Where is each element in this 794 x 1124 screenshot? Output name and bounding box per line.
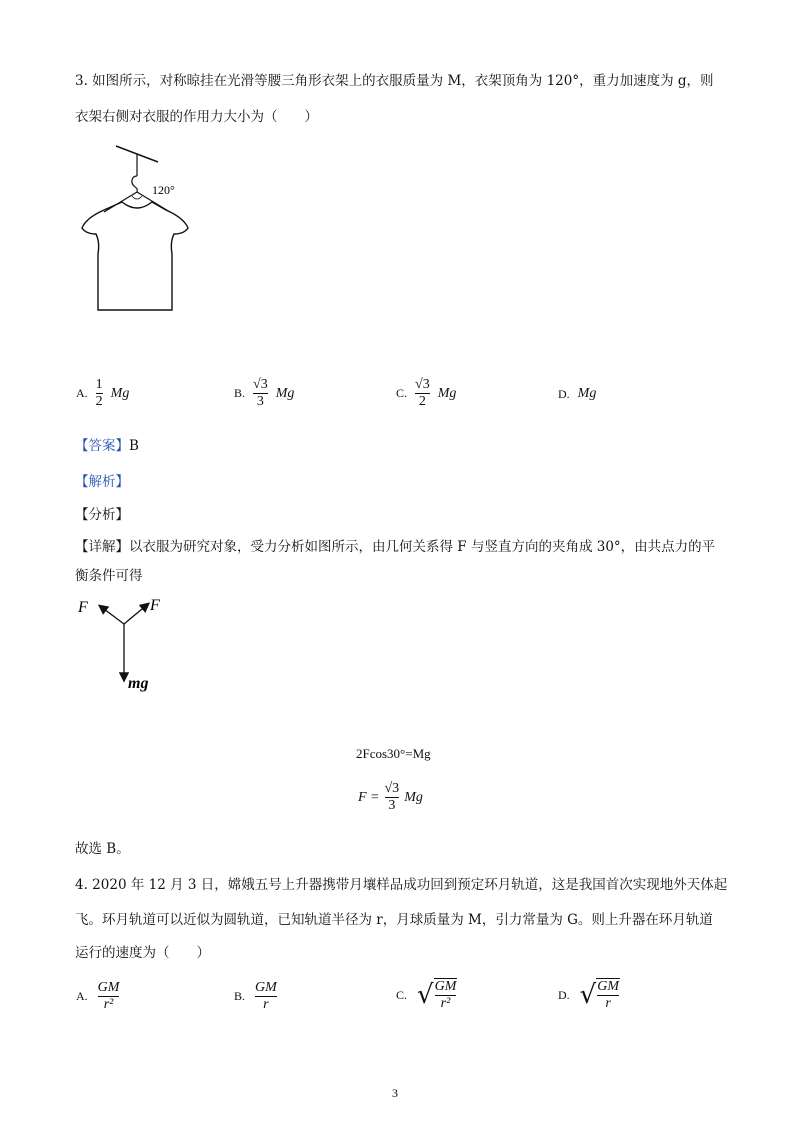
equation-1: 2Fcos30°=Mg xyxy=(356,746,431,761)
q4-text-line2: 飞。环月轨道可以近似为圆轨道，已知轨道半径为 r，月球质量为 M，引力常量为 G。则上升器在环月轨道 xyxy=(75,912,713,928)
option-letter: A. xyxy=(76,989,88,1003)
q4-option-d xyxy=(558,978,620,1012)
q4-option-b xyxy=(234,980,277,1013)
denominator: r xyxy=(605,996,611,1011)
denominator: 2 xyxy=(95,394,103,409)
fraction xyxy=(255,980,277,1013)
numerator: √3 xyxy=(253,377,268,392)
option-letter: D. xyxy=(558,386,570,401)
fraction xyxy=(385,781,400,814)
numerator: √3 xyxy=(384,781,400,796)
denominator: r² xyxy=(440,996,451,1011)
numerator: GM xyxy=(97,980,120,995)
detail-line2: 衡条件可得 xyxy=(75,568,143,584)
fraction xyxy=(434,978,458,1012)
q3-option-b xyxy=(234,377,294,410)
q3-text-line1: 3. 如图所示，对称晾挂在光滑等腰三角形衣架上的衣服质量为 M，衣架顶角为 120°，重力加速度为 g，则 xyxy=(75,73,714,89)
option-tail: Mg xyxy=(275,385,295,401)
option-letter: B. xyxy=(234,989,246,1003)
option-tail: Mg xyxy=(437,385,457,401)
q4-text-line3: 运行的速度为（ ） xyxy=(75,945,210,961)
equation-2 xyxy=(358,781,423,814)
detail-line1 xyxy=(75,538,715,556)
force-diagram xyxy=(70,592,170,692)
fraction xyxy=(415,377,430,410)
shirt-outline xyxy=(82,202,188,310)
detail-text: 以衣服为研究对象，受力分析如图所示，由几何关系得 F 与竖直方向的夹角成 30°，由共点力的平 xyxy=(129,539,716,555)
analysis-label: 【解析】 xyxy=(75,474,129,490)
square-root xyxy=(580,978,620,1012)
fenxi-label: 【分析】 xyxy=(75,507,129,523)
numerator: 1 xyxy=(95,377,103,392)
q4-option-c xyxy=(396,978,457,1012)
force-left-label: F xyxy=(78,599,88,616)
hanger-figure xyxy=(74,142,199,317)
q4-text-line1: 4. 2020 年 12 月 3 日，嫦娥五号上升器携带月壤样品成功回到预定环月轨道，这是我国首次实现地外天体起 xyxy=(75,877,728,893)
option-letter: C. xyxy=(396,987,408,1002)
denominator: 3 xyxy=(256,394,264,409)
denominator: r xyxy=(263,997,269,1012)
force-right-arrow xyxy=(124,604,148,624)
option-tail: Mg xyxy=(577,386,597,401)
hanger-hook xyxy=(132,176,137,192)
fraction xyxy=(98,980,120,1013)
option-letter: C. xyxy=(396,386,408,400)
fraction xyxy=(96,377,103,410)
conclusion: 故选 B。 xyxy=(75,841,130,857)
radical-sign: √ xyxy=(417,980,434,1010)
denominator: 2 xyxy=(418,394,426,409)
denominator: 3 xyxy=(388,798,396,813)
angle-arc xyxy=(132,196,142,199)
q3-option-a xyxy=(76,377,129,410)
detail-label: 【详解】 xyxy=(75,539,129,555)
square-root xyxy=(417,978,457,1012)
eq2-tail: Mg xyxy=(404,789,423,805)
eq2-lhs: F = xyxy=(358,789,380,805)
q3-option-c xyxy=(396,377,456,410)
option-letter: D. xyxy=(558,987,570,1002)
answer-line xyxy=(75,437,139,455)
option-letter: B. xyxy=(234,386,246,400)
q3-option-d xyxy=(558,386,596,402)
q4-option-a xyxy=(76,980,119,1013)
fraction xyxy=(596,978,620,1012)
numerator: GM xyxy=(597,979,620,994)
numerator: √3 xyxy=(415,377,430,392)
gravity-label: mg xyxy=(128,675,149,692)
force-left-arrow xyxy=(100,606,124,624)
answer-label: 【答案】 xyxy=(75,438,129,454)
answer-value: B xyxy=(129,438,139,454)
denominator: r² xyxy=(103,997,114,1012)
angle-label: 120° xyxy=(152,183,175,197)
force-right-label: F xyxy=(150,597,160,614)
numerator: GM xyxy=(255,980,277,995)
q3-text-line2: 衣架右侧对衣服的作用力大小为（ ） xyxy=(75,109,318,125)
radical-sign: √ xyxy=(579,980,597,1010)
page-number: 3 xyxy=(392,1086,398,1100)
fraction xyxy=(253,377,268,410)
option-letter: A. xyxy=(76,386,88,400)
option-tail: Mg xyxy=(110,385,130,401)
numerator: GM xyxy=(434,979,457,994)
